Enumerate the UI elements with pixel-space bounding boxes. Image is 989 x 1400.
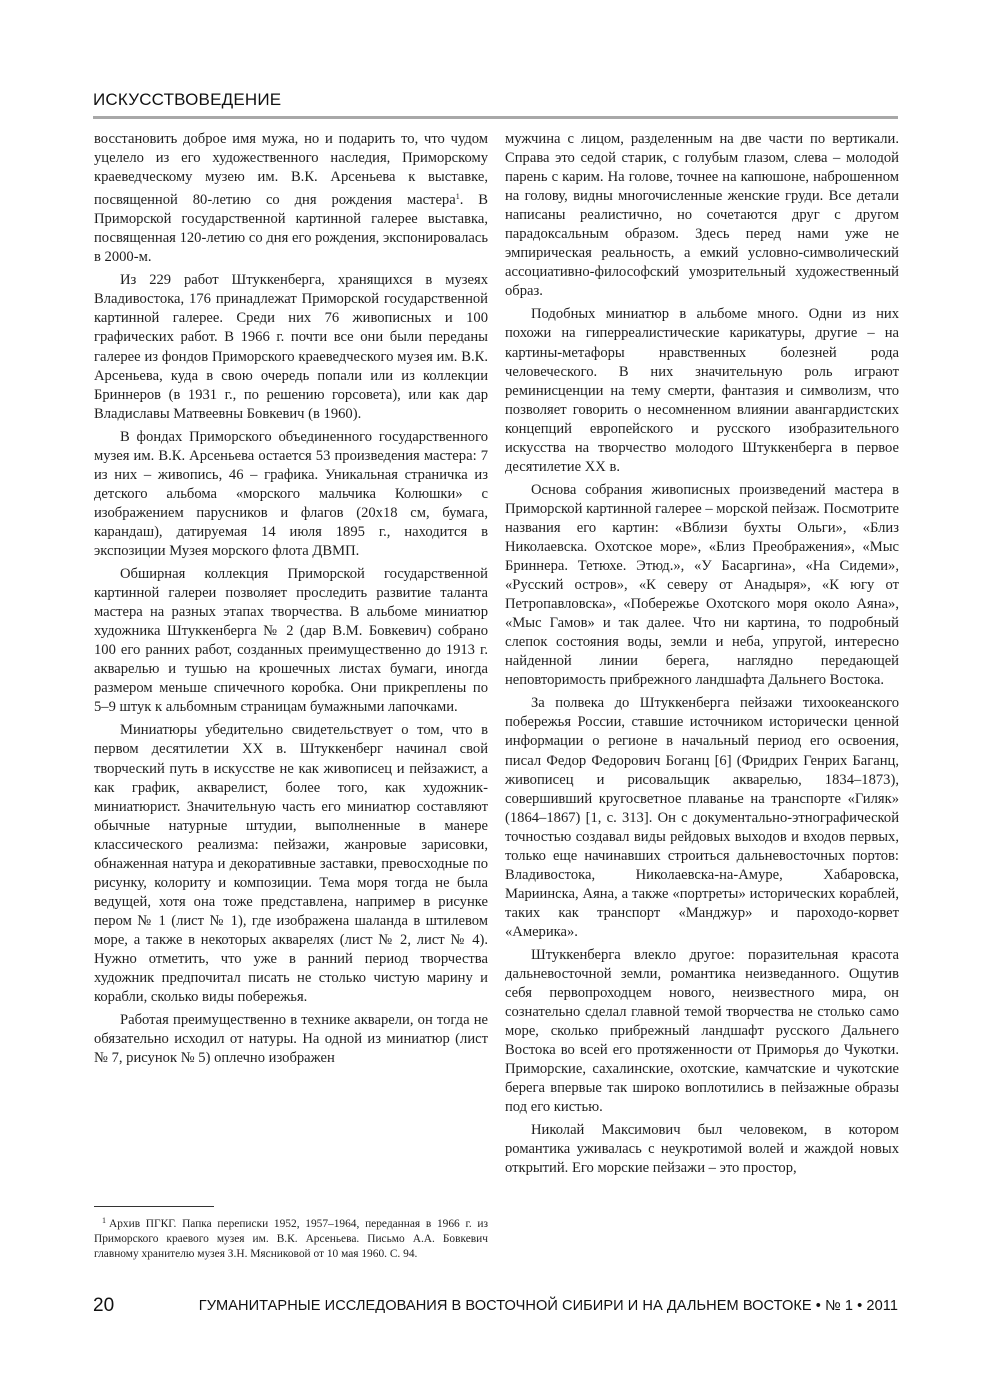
paragraph: Штуккенберга влекло другое: поразительная красота дальневосточной земли, романтика неизведанного. Ощутив себя первопроходцем нового, неизвестного мира, он сознательно сделал главной темой творчества не столько само море, сколько прибрежный ландшафт русского Дальнего Востока во всей его протяженности от Приморья до Чукотки. Приморские, сахалинские, охотские, камчатские и чукотские берега впервые так широко воплотились в пейзажные образы под его кистью.: [505, 946, 899, 1116]
paragraph-text: . В Приморской государственной картинной галерее выставка, посвященная 120-летию со дня его рождения, экспонировалась в 2000-м.: [94, 192, 489, 266]
paragraph: За полвека до Штуккенберга пейзажи тихоокеанского побережья России, ставшие источником исторически ценной информации о регионе в начальный период его освоения, писал Федор Федорович Боганц [6] (Фридрих Генрих Баганц, живописец и рисовальщик акварелью, 1834–1873), совершивший кругосветное плаванье на транспорте «Гиляк» (1864–1867) [1, с. 313]. Он с документально-этнографической точностью создавал виды рейдовых выходов и входов первых, только еще начинавших строиться дальневосточных портов: Владивостока, Николаевска-на-Амуре, Хабаровска, Мариинска, Аяна, а также «портреты» исторических кораблей, таких как транспорт «Манджур» и пароходо-корвет «Америка».: [505, 695, 899, 940]
footnote-ref[interactable]: 1: [455, 192, 460, 202]
page-number: 20: [93, 1295, 115, 1316]
paragraph-text: восстановить доброе имя мужа, но и подарить то, что чудом уцелело из его художественного наследия, Приморскому краеведческому музею им. В.К. Арсеньева к выставке, посвященной 80-летию со дня рождения мастера: [94, 131, 488, 209]
right-column: [505, 130, 899, 1179]
paragraph: [94, 130, 488, 267]
footnote: [94, 1213, 488, 1262]
paragraph: Подобных миниатюр в альбоме много. Одни из них похожи на гиперреалистические карикатуры, другие – на картины-метафоры нравственных болезней рода человеческого. В них значительную роль играют реминисценции на тему смерти, фантазия и символизм, что позволяет говорить о несомненном влиянии авангардистских концепций европейского и русского изобразительного искусства на творчество молодого Штуккенберга в первое десятилетие XX в.: [505, 306, 899, 475]
paragraph: В фондах Приморского объединенного государственного музея им. В.К. Арсеньева остается 53 произведения мастера: 7 из них – живопись, 46 – графика. Уникальная страничка из детского альбома «морского мальчика Колюшки» с изображением парусников и флагов (20x18 см, бумага, карандаш), датируемая 14 июля 1895 г., находится в экспозиции Музея морского флота ДВМП.: [94, 428, 488, 559]
paragraph: Работая преимущественно в технике акварели, он тогда не обязательно исходил от натуры. На одной из миниатюр (лист № 7, рисунок № 5) оплечно изображен: [94, 1012, 488, 1067]
left-column: [94, 130, 488, 1068]
journal-title: ГУМАНИТАРНЫЕ ИССЛЕДОВАНИЯ В ВОСТОЧНОЙ СИБИРИ И НА ДАЛЬНЕМ ВОСТОКЕ • № 1 • 2011: [198, 1298, 898, 1314]
section-title: ИСКУССТВОВЕДЕНИЕ: [93, 90, 282, 109]
footnote-text: Архив ПГКГ. Папка переписки 1952, 1957–1964, переданная в 1966 г. из Приморского краевого музея им. В.К. Арсеньева. Письмо А.А. Бовкевич главному хранителю музея З.Н. Мясниковой от 10 мая 1960. С. 94.: [94, 1218, 488, 1260]
paragraph: Из 229 работ Штуккенберга, хранящихся в музеях Владивостока, 176 принадлежат Приморской государственной картинной галерее. Среди них 76 живописных и 100 графических работ. В 1966 г. почти все они были переданы галерее из фондов Приморского краеведческого музея им. В.К. Арсеньева, куда в свою очередь попали или из коллекции Бриннеров (в 1931 г., по решению горсовета), или как дар Владиславы Матвеевны Бовкевич (в 1960).: [94, 272, 488, 422]
paragraph: Николай Максимович был человеком, в котором романтика уживалась с неукротимой волей и жаждой новых открытий. Его морские пейзажи – это простор,: [505, 1122, 899, 1177]
paragraph: Миниатюры убедительно свидетельствует о том, что в первом десятилетии XX в. Штуккенберг начинал свой творческий путь в искусстве не как живописец и пейзажист, а как график, акварелист, более того, как художник-миниатюрист. Значительную часть его миниатюр составляют обычные натурные штудии, выполненные в манере классического реализма: пейзажи, жанровые зарисовки, обнаженная натура и декоративные заставки, превосходные по рисунку, колориту и композиции. Тема моря тогда не была ведущей, хотя она тоже представлена, например в рисунке пером № 1 (лист № 1), где изображена шаланда в штилевом море, а также в некоторых акварелях (лист № 2, лист № 4). Нужно отметить, что уже в ранний период творчества художник предпочитал писать не столько чистую марину и корабли, сколько виды побережья.: [94, 722, 488, 1006]
paragraph: Основа собрания живописных произведений мастера в Приморской картинной галерее – морской пейзаж. Посмотрите названия его картин: «Вблизи бухты Ольги», «Близ Николаевска. Охотское море», «Близ Преображения», «Мыс Бриннера. Тетюхе. Этюд.», «У Басаргина», «На Сидеми», «Русский остров», «К северу от Анадыря», «К югу от Петропавловска», «Побережье Охотского моря около Аяна», «Мыс Гамов» и так далее. Что ни картина, то подробный слепок состояния воды, земли и неба, упругой, интересно найденной линии берега, наглядно передающей неповторимость прибрежного ландшафта Дальнего Востока.: [505, 481, 899, 689]
footnote-number: 1: [102, 1216, 106, 1225]
page-footer: [93, 1295, 898, 1319]
paragraph: Обширная коллекция Приморской государственной картинной галереи позволяет проследить развитие таланта мастера на разных этапах творчества. В альбоме миниатюр художника Штуккенберга № 2 (дар В.М. Бовкевич) собрано 100 его ранних работ, созданных преимущественно до 1913 г. акварелью и тушью на крошечных листах бумаги, иногда размером меньше спичечного коробка. Они прикреплены по 5–9 штук к альбомным страницам бумажными лапочками.: [94, 566, 488, 716]
header-divider: [93, 116, 898, 119]
footnote-divider: [94, 1206, 214, 1207]
paragraph: мужчина с лицом, разделенным на две части по вертикали. Справа это седой старик, с голубым глазом, слева – молодой парень с карим. На голове, точнее на капюшоне, наброшенном на голову, видны многочисленные женские груди. Все детали написаны реалистично, но сочетаются друг с другом парадоксальным образом. Здесь перед нами уже не эмпирическая реальность, а емкий условно-символический ассоциативно-философский умозрительный художественный образ.: [505, 131, 899, 300]
